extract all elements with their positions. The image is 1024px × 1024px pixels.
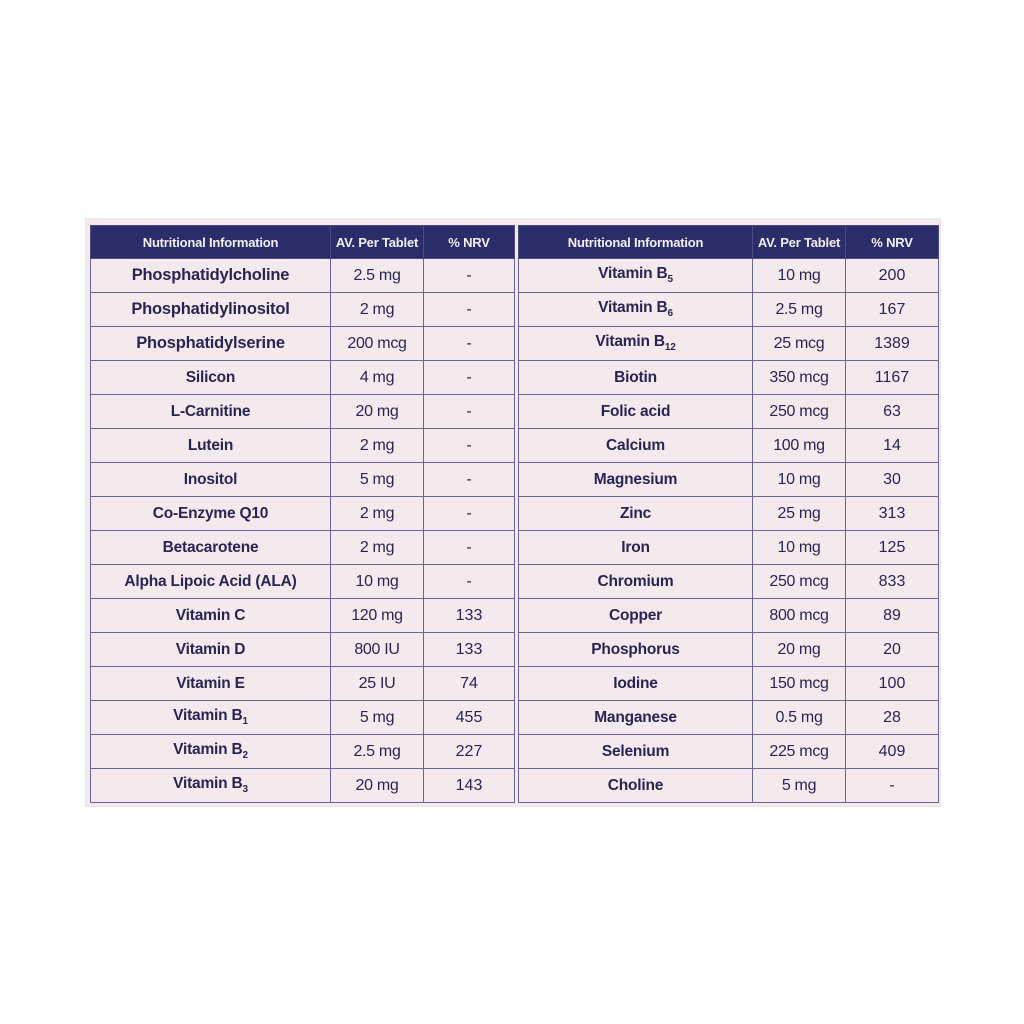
table-row: [91, 429, 515, 463]
amount-per-tablet: 2.5 mg: [753, 293, 846, 327]
table-row: [91, 259, 515, 293]
nutrient-name: Vitamin B: [598, 265, 668, 283]
amount-per-tablet: 200 mcg: [331, 327, 424, 361]
nutrient-name: Copper: [608, 606, 663, 624]
nutrient-name-cell: [91, 633, 331, 667]
nutrient-name-cell: [91, 293, 331, 327]
nrv-percent: 833: [846, 565, 939, 599]
amount-per-tablet: 150 mcg: [753, 667, 846, 701]
table-row: [91, 531, 515, 565]
nutrient-subscript: 12: [664, 342, 676, 354]
amount-per-tablet: 25 mg: [753, 497, 846, 531]
nrv-percent: 133: [424, 599, 515, 633]
nutrient-name-cell: [519, 565, 753, 599]
nutrient-name: Vitamin B: [173, 775, 243, 793]
nutrient-subscript: 1: [242, 716, 248, 728]
nrv-percent: 100: [846, 667, 939, 701]
table-row: [519, 463, 939, 497]
amount-per-tablet: 800 mcg: [753, 599, 846, 633]
nutrient-name: Choline: [607, 776, 664, 794]
table-body: [519, 259, 939, 803]
nutrition-table-left: [90, 225, 515, 803]
table-header-row: [519, 226, 939, 259]
header-av-per-tablet: AV. Per Tablet: [753, 226, 846, 259]
nrv-percent: 63: [846, 395, 939, 429]
amount-per-tablet: 120 mg: [331, 599, 424, 633]
nutrient-name-cell: [519, 497, 753, 531]
table-row: [91, 565, 515, 599]
nrv-percent: -: [424, 327, 515, 361]
header-nutritional-information: Nutritional Information: [91, 226, 331, 259]
nutrient-name-cell: [519, 531, 753, 565]
nutrient-name: Vitamin E: [176, 674, 245, 692]
amount-per-tablet: 2 mg: [331, 531, 424, 565]
nutrient-name-cell: [91, 769, 331, 803]
table-row: [91, 667, 515, 701]
amount-per-tablet: 4 mg: [331, 361, 424, 395]
nrv-percent: -: [846, 769, 939, 803]
header-av-per-tablet: AV. Per Tablet: [331, 226, 424, 259]
nutrient-name-cell: [91, 395, 331, 429]
nutrient-name: L-Carnitine: [170, 402, 251, 420]
amount-per-tablet: 2 mg: [331, 497, 424, 531]
amount-per-tablet: 10 mg: [331, 565, 424, 599]
amount-per-tablet: 225 mcg: [753, 735, 846, 769]
nutrient-name-cell: [91, 599, 331, 633]
nutrient-name-cell: [91, 565, 331, 599]
nutrient-name-cell: [519, 633, 753, 667]
header-nutritional-information: Nutritional Information: [519, 226, 753, 259]
nutrient-name: Phosphatidylserine: [136, 334, 285, 352]
nutrient-name: Co-Enzyme Q10: [152, 504, 269, 522]
amount-per-tablet: 100 mg: [753, 429, 846, 463]
nutrient-name: Vitamin D: [175, 640, 246, 658]
nutrient-subscript: 3: [242, 784, 248, 796]
table-row: [91, 599, 515, 633]
nutrient-name: Vitamin C: [175, 606, 246, 624]
amount-per-tablet: 0.5 mg: [753, 701, 846, 735]
nrv-percent: 14: [846, 429, 939, 463]
nutrient-name: Phosphatidylinositol: [131, 300, 290, 318]
table-row: [519, 531, 939, 565]
nrv-percent: 133: [424, 633, 515, 667]
amount-per-tablet: 2.5 mg: [331, 259, 424, 293]
nutrient-name: Selenium: [601, 742, 670, 760]
nutrient-name-cell: [519, 429, 753, 463]
nutrient-name: Manganese: [594, 708, 677, 726]
table-row: [519, 327, 939, 361]
amount-per-tablet: 2 mg: [331, 429, 424, 463]
nrv-percent: 74: [424, 667, 515, 701]
nutrient-subscript: 2: [242, 750, 248, 762]
nutrient-subscript: 6: [667, 308, 673, 320]
table-row: [91, 497, 515, 531]
table-row: [91, 395, 515, 429]
table-row: [519, 429, 939, 463]
nutrient-name: Magnesium: [593, 470, 678, 488]
nutrient-name-cell: [519, 361, 753, 395]
nutrient-name-cell: [91, 259, 331, 293]
nrv-percent: -: [424, 395, 515, 429]
amount-per-tablet: 2.5 mg: [331, 735, 424, 769]
table-row: [519, 497, 939, 531]
nutrient-name: Vitamin B: [598, 299, 668, 317]
amount-per-tablet: 2 mg: [331, 293, 424, 327]
nutrient-name: Vitamin B: [595, 333, 665, 351]
amount-per-tablet: 20 mg: [753, 633, 846, 667]
nutrient-name: Silicon: [185, 368, 236, 386]
nutrient-name: Inositol: [183, 470, 238, 488]
nutrient-name-cell: [91, 701, 331, 735]
nrv-percent: 1389: [846, 327, 939, 361]
nutrient-name: Lutein: [187, 436, 234, 454]
nutrient-name: Vitamin B: [173, 707, 243, 725]
nrv-percent: 143: [424, 769, 515, 803]
nutrient-name: Betacarotene: [162, 538, 259, 556]
nrv-percent: 200: [846, 259, 939, 293]
table-row: [519, 293, 939, 327]
nutrient-name-cell: [91, 667, 331, 701]
amount-per-tablet: 25 IU: [331, 667, 424, 701]
nutrient-name-cell: [519, 701, 753, 735]
table-row: [91, 701, 515, 735]
nrv-percent: -: [424, 531, 515, 565]
table-row: [519, 667, 939, 701]
nutrient-name-cell: [91, 361, 331, 395]
nutrient-name-cell: [91, 327, 331, 361]
nrv-percent: 30: [846, 463, 939, 497]
nrv-percent: -: [424, 463, 515, 497]
table-row: [519, 395, 939, 429]
nutrition-label: [86, 219, 940, 806]
amount-per-tablet: 350 mcg: [753, 361, 846, 395]
amount-per-tablet: 10 mg: [753, 531, 846, 565]
nrv-percent: 455: [424, 701, 515, 735]
nutrient-name: Iron: [621, 538, 650, 556]
nutrient-name-cell: [519, 293, 753, 327]
nutrient-name: Zinc: [619, 504, 652, 522]
nutrient-name-cell: [519, 667, 753, 701]
nrv-percent: 20: [846, 633, 939, 667]
nutrient-name: Calcium: [606, 436, 665, 454]
table-row: [519, 735, 939, 769]
nutrient-name: Vitamin B: [173, 741, 243, 759]
nutrient-name-cell: [519, 599, 753, 633]
header-nrv: % NRV: [424, 226, 515, 259]
nutrient-name-cell: [519, 463, 753, 497]
nutrient-subscript: 5: [667, 274, 673, 286]
nutrient-name-cell: [91, 497, 331, 531]
table-row: [91, 633, 515, 667]
amount-per-tablet: 5 mg: [331, 463, 424, 497]
table-header-row: [91, 226, 515, 259]
amount-per-tablet: 10 mg: [753, 259, 846, 293]
table-row: [91, 361, 515, 395]
table-row: [91, 327, 515, 361]
table-row: [519, 599, 939, 633]
table-row: [519, 633, 939, 667]
table-row: [519, 565, 939, 599]
table-row: [519, 769, 939, 803]
nutrient-name-cell: [91, 735, 331, 769]
nutrient-name-cell: [91, 463, 331, 497]
amount-per-tablet: 20 mg: [331, 769, 424, 803]
amount-per-tablet: 5 mg: [331, 701, 424, 735]
nutrient-name: Folic acid: [600, 402, 671, 420]
nutrient-name: Phosphorus: [591, 640, 680, 658]
amount-per-tablet: 10 mg: [753, 463, 846, 497]
table-row: [91, 735, 515, 769]
table-row: [519, 259, 939, 293]
nutrient-name: Iodine: [613, 674, 658, 692]
nrv-percent: -: [424, 429, 515, 463]
table-row: [91, 769, 515, 803]
table-row: [91, 463, 515, 497]
header-nrv: % NRV: [846, 226, 939, 259]
nrv-percent: -: [424, 497, 515, 531]
nrv-percent: -: [424, 293, 515, 327]
nrv-percent: 227: [424, 735, 515, 769]
amount-per-tablet: 250 mcg: [753, 565, 846, 599]
table-row: [519, 361, 939, 395]
nrv-percent: 125: [846, 531, 939, 565]
table-row: [519, 701, 939, 735]
nutrient-name: Alpha Lipoic Acid (ALA): [124, 572, 297, 590]
nrv-percent: 167: [846, 293, 939, 327]
nutrient-name-cell: [519, 395, 753, 429]
nutrient-name-cell: [519, 259, 753, 293]
nrv-percent: -: [424, 259, 515, 293]
amount-per-tablet: 800 IU: [331, 633, 424, 667]
table-row: [91, 293, 515, 327]
amount-per-tablet: 25 mcg: [753, 327, 846, 361]
nrv-percent: 409: [846, 735, 939, 769]
nutrient-name-cell: [91, 429, 331, 463]
nutrient-name: Biotin: [614, 368, 657, 386]
nrv-percent: 1167: [846, 361, 939, 395]
nrv-percent: -: [424, 565, 515, 599]
nutrient-name: Phosphatidylcholine: [131, 266, 290, 284]
nrv-percent: 28: [846, 701, 939, 735]
amount-per-tablet: 20 mg: [331, 395, 424, 429]
nutrient-name-cell: [519, 735, 753, 769]
nrv-percent: 89: [846, 599, 939, 633]
nutrient-name-cell: [519, 327, 753, 361]
amount-per-tablet: 250 mcg: [753, 395, 846, 429]
nrv-percent: 313: [846, 497, 939, 531]
nrv-percent: -: [424, 361, 515, 395]
nutrition-table-right: [518, 225, 939, 803]
amount-per-tablet: 5 mg: [753, 769, 846, 803]
nutrient-name-cell: [91, 531, 331, 565]
table-body: [91, 259, 515, 803]
nutrient-name-cell: [519, 769, 753, 803]
nutrient-name: Chromium: [597, 572, 674, 590]
